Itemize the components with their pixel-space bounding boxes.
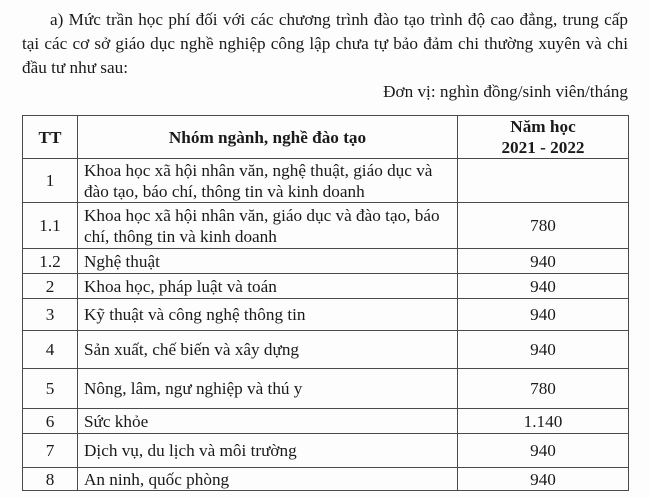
header-tt: TT [23,116,78,159]
table-row [23,159,629,203]
row-value: 780 [458,203,629,249]
row-tt: 5 [23,369,78,409]
row-name: Khoa học xã hội nhân văn, giáo dục và đào tạo, báo chí, thông tin và kinh doanh [78,203,458,249]
row-value [458,159,629,203]
row-tt: 4 [23,331,78,369]
row-value: 940 [458,274,629,299]
intro-paragraph-text: a) Mức trần học phí đối với các chương trình đào tạo trình độ cao đẳng, trung cấp tại các cơ sở giáo dục nghề nghiệp công lập chưa tự bảo đảm chi thường xuyên và chi đầu tư như sau: [22,10,628,77]
header-year-line2: 2021 - 2022 [501,138,585,157]
row-value: 940 [458,249,629,274]
row-tt: 1 [23,159,78,203]
row-tt: 1.2 [23,249,78,274]
table-row [23,203,629,249]
row-name: Khoa học xã hội nhân văn, nghệ thuật, giáo dục và đào tạo, báo chí, thông tin và kinh doanh [78,159,458,203]
row-name: Kỹ thuật và công nghệ thông tin [78,299,458,331]
row-name: Sản xuất, chế biến và xây dựng [78,331,458,369]
row-tt: 1.1 [23,203,78,249]
row-value: 940 [458,468,629,491]
row-tt: 8 [23,468,78,491]
row-name: Sức khỏe [78,409,458,434]
row-tt: 3 [23,299,78,331]
table-row [23,249,629,274]
tuition-table [22,115,629,491]
table-row [23,434,629,468]
row-name: Khoa học, pháp luật và toán [78,274,458,299]
row-value: 940 [458,331,629,369]
table-header-row [23,116,629,159]
row-value: 780 [458,369,629,409]
table-row [23,299,629,331]
header-year-line1: Năm học [510,117,576,136]
header-name: Nhóm ngành, nghề đào tạo [78,116,458,159]
table-row [23,369,629,409]
row-tt: 2 [23,274,78,299]
row-name: Dịch vụ, du lịch và môi trường [78,434,458,468]
row-value: 1.140 [458,409,629,434]
table-row [23,331,629,369]
table-row [23,409,629,434]
row-name: An ninh, quốc phòng [78,468,458,491]
row-name: Nghệ thuật [78,249,458,274]
row-tt: 6 [23,409,78,434]
table-row [23,468,629,491]
intro-paragraph [22,8,628,80]
unit-label: Đơn vị: nghìn đồng/sinh viên/tháng [383,82,628,101]
table-row [23,274,629,299]
row-name: Nông, lâm, ngư nghiệp và thú y [78,369,458,409]
row-value: 940 [458,434,629,468]
row-value: 940 [458,299,629,331]
row-tt: 7 [23,434,78,468]
header-year [458,116,629,159]
